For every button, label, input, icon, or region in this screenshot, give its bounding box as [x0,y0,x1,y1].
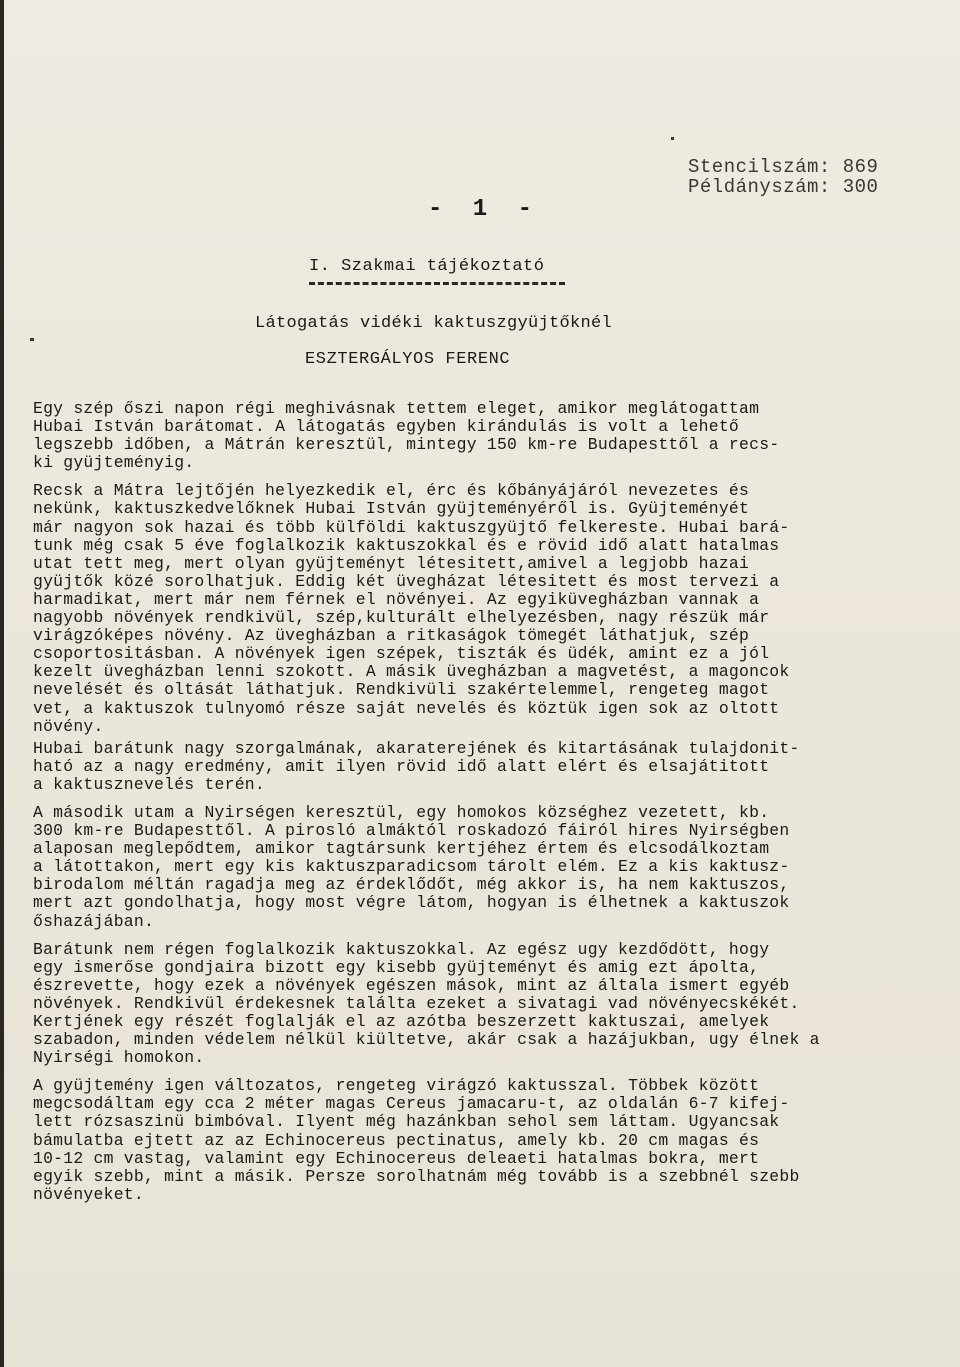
text-line: 10-12 cm vastag, valamint egy Echinocereus deleaeti hatalmas bokra, mert [33,1148,760,1168]
scan-edge [0,0,4,1367]
margin-mark [30,338,34,341]
text-line: birodalom méltán ragadja meg az érdeklődőt, még akkor is, ha nem kaktuszos, [33,875,790,895]
text-line: A második utam a Nyirségen keresztül, egy homokos községhez vezetett, kb. [33,802,770,822]
text-line: 300 km-re Budapesttől. A pirosló almáktól roskadozó fáiról hires Nyirségben [33,821,790,841]
text-line: Egy szép őszi napon régi meghivásnak tettem eleget, amikor meglátogattam [33,399,760,418]
margin-mark [671,137,674,140]
text-line: csoportositásban. A növények igen szépek, tiszták és üdék, amint ez a jól [33,644,770,664]
paragraph [33,400,933,472]
text-line: növények. Rendkivül érdekesnek találta ezeket a sivatagi vad növényecskékét. [33,993,800,1013]
text-line: őshazájában. [33,911,155,931]
text-line: a kaktusznevelés terén. [33,774,265,794]
text-line: növényeket. [33,1184,144,1204]
section-underline [309,282,565,285]
text-line: szabadon, minden védelem nélkül kiültetve, akár csak a hazájukban, ugy élnek a [33,1030,820,1050]
page-number: - 1 - [428,196,541,223]
paragraph [33,740,933,794]
text-line: Recsk a Mátra lejtőjén helyezkedik el, érc és kőbányájáról nevezetes és [33,481,750,501]
text-line: vet, a kaktuszok tulnyomó része saját nevelés és köztük igen sok az oltott [33,698,780,718]
paragraph [33,941,933,1068]
text-line: egyik szebb, mint a másik. Persze sorolhatnám még tovább is a szebbnél szebb [33,1166,800,1186]
paragraph [33,1077,933,1204]
text-line: lett rózsaszinü bimbóval. Ilyent még hazánkban sehol sem láttam. Ugyancsak [33,1112,780,1132]
text-line: már nagyon sok hazai és több külföldi kaktuszgyüjtő felkereste. Hubai bará- [33,517,790,537]
text-line: Hubai István barátomat. A látogatás egyben kirándulás is volt a lehető [33,417,740,437]
text-line: legszebb időben, a Mátrán keresztül, mintegy 150 km-re Budapesttől a recs- [33,435,780,455]
paragraph [33,804,933,931]
text-line: bámulatba ejtett az az Echinocereus pectinatus, amely kb. 20 cm magas és [33,1130,760,1150]
text-line: egy ismerőse gondjaira bizott egy kisebb gyüjteményt és amig ezt ápolta, [33,957,760,977]
text-line: alaposan meglepődtem, amikor tagtársunk kertjéhez értem és elcsodálkoztam [33,839,770,859]
text-line: megcsodáltam egy cca 2 méter magas Cereus jamacaru-t, az oldalán 6-7 kifej- [33,1094,790,1114]
author-name: ESZTERGÁLYOS FERENC [305,350,511,369]
article-title: Látogatás vidéki kaktuszgyüjtőknél [255,314,613,333]
text-line: nekünk, kaktuszkedvelőknek Hubai István gyüjteményéről is. Gyüjteményét [33,499,750,519]
text-line: Kertjének egy részét foglalják el az azótba beszerzett kaktuszai, amelyek [33,1012,770,1031]
text-line: Barátunk nem régen foglalkozik kaktuszokkal. Az egész ugy kezdődött, hogy [33,939,770,959]
text-line: nevelését és oltását láthatjuk. Rendkivüli szakértelemmel, rengeteg magot [33,680,770,700]
article-body [33,400,933,1204]
text-line: mert azt gondolhatja, hogy most végre látom, hogyan is élhetnek a kaktuszok [33,893,790,913]
stencil-info [688,157,878,197]
text-line: Nyirségi homokon. [33,1048,205,1068]
text-line: ki gyüjteményig. [33,453,195,473]
text-line: gyüjtők közé sorolhatjuk. Eddig két üvegházat létesitett és most tervezi a [33,571,780,591]
text-line: utat tett meg, mert olyan gyüjteményt létesitett,amivel a legjobb hazai [33,553,750,573]
section-title: I. Szakmai tájékoztató [309,257,545,276]
stencil-number: Stencilszám: 869 [688,156,879,178]
text-line: kezelt üvegházban lenni szokott. A másik üvegházban a magvetést, a magoncok [33,662,790,682]
text-line: virágzóképes növény. Az üvegházban a ritkaságok tömegét láthatjuk, szép [33,626,750,646]
text-line: A gyüjtemény igen változatos, rengeteg virágzó kaktusszal. Többek között [33,1076,760,1096]
text-line: nagyobb növények rendkivül, szép,kulturált elhelyezésben, nagy részük már [33,608,770,628]
paragraph [33,482,933,735]
text-line: harmadikat, mert már nem férnek el növényei. Az egyiküvegházban vannak a [33,589,760,609]
text-line: ható az a nagy eredmény, amit ilyen rövid idő alatt elért és elsajátitott [33,756,770,776]
text-line: tunk még csak 5 éve foglalkozik kaktuszokkal és e rövid idő alatt hatalmas [33,535,780,555]
text-line: növény. [33,716,104,736]
text-line: a látottakon, mert egy kis kaktuszparadicsom tárolt elém. Ez a kis kaktusz- [33,857,790,877]
text-line: észrevette, hogy ezek a növények egészen mások, mint az általa ismert egyéb [33,975,790,995]
text-line: Hubai barátunk nagy szorgalmának, akaraterejének és kitartásának tulajdonit- [33,738,800,758]
copy-count: Példányszám: 300 [688,176,879,198]
